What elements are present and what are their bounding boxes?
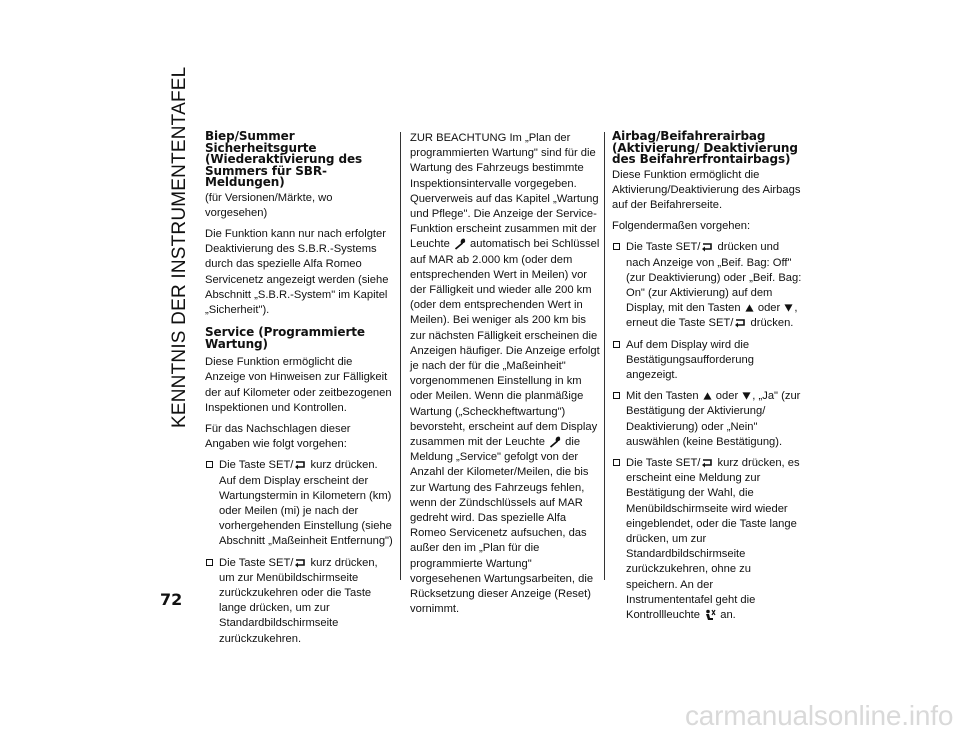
list-text: , erneut die Taste SET/ — [626, 302, 798, 330]
checkbox-bullet-icon — [206, 559, 213, 566]
down-triangle-icon — [784, 303, 793, 313]
list-text: Die Taste SET/ — [626, 241, 701, 254]
passenger-airbag-off-icon — [704, 609, 716, 621]
return-arrow-icon — [294, 460, 306, 470]
list-item — [612, 338, 802, 384]
column-2 — [410, 131, 600, 624]
checkbox-bullet-icon — [613, 341, 620, 348]
list-item — [205, 458, 395, 549]
text: ZUR BEACHTUNG Im „Plan der programmierten Wartung" sind für die Wartung des Fahrzeugs bestimmte Inspektionsintervalle vorgegeben. Querverweis auf das Kapitel „Wartung und Pflege". Die Anzeige der Service-Funktion erscheint zusammen mit der Leuchte — [410, 132, 599, 251]
list-text: an. — [717, 608, 736, 621]
list-text: kurz drücken, um zur Menübildschirmseite zurückzukehren oder die Taste lange drücken, um zur Standardbildschirmseite zurückzukehren. — [219, 556, 378, 645]
heading-seatbelt-buzzer: Biep/Summer Sicherheitsgurte (Wiederaktivierung des Summers für SBR-Meldungen) — [205, 129, 363, 189]
paragraph: Für das Nachschlagen dieser Angaben wie folgt vorgehen: — [205, 422, 351, 451]
return-arrow-icon — [294, 558, 306, 568]
return-arrow-icon — [734, 318, 746, 328]
list-text: Auf dem Display wird die Bestätigungsaufforderung angezeigt. — [626, 338, 754, 381]
heading-service: Service (Programmierte Wartung) — [205, 325, 365, 351]
paragraph — [410, 131, 600, 618]
list-text: Mit den Tasten — [626, 390, 702, 403]
list-item — [612, 389, 802, 450]
page-number: 72 — [160, 590, 183, 609]
list-text: oder — [754, 302, 784, 315]
list-text: Die Taste SET/ — [219, 459, 294, 472]
checkbox-bullet-icon — [613, 459, 620, 466]
text: automatisch bei Schlüssel auf MAR ab 2.000 km (oder dem entsprechenden Wert in Meilen) vor der Fälligkeit und wieder alle 200 km (oder dem entsprechenden Wert in Meilen). Bei weniger als 200 km bis zur nächsten Fälligkeit erscheinen die Anzeigen häufiger. Die Anzeige erfolgt je nach der für die „Maßeinheit" vorgenommenen Einstellung in km oder Meilen. Wenn die planmäßige Wartung („Scheckheftwartung") bevorsteht, erscheint auf dem Display zusammen mit der Leuchte — [410, 238, 600, 449]
list-item — [612, 456, 802, 623]
column-3 — [612, 131, 802, 629]
wrench-icon — [454, 238, 466, 250]
checkbox-bullet-icon — [206, 461, 213, 468]
paragraph: (für Versionen/Märkte, wo vorgesehen) — [205, 191, 333, 219]
checkbox-bullet-icon — [613, 392, 620, 399]
list-item — [205, 556, 395, 647]
list-text: drücken. — [747, 317, 794, 330]
up-triangle-icon — [745, 303, 754, 313]
up-triangle-icon — [703, 391, 712, 401]
list-text: kurz drücken. Auf dem Display erscheint der Wartungstermin in Kilometern (km) oder Meilen (mi) je nach der vorhergehenden Einstellung (siehe Abschnitt „Maßeinheit Entfernung") — [219, 459, 393, 548]
list-text: , „Ja" (zur Bestätigung der Aktivierung/ Deaktivierung) oder „Nein" auswählen (keine Bestätigung). — [626, 390, 801, 448]
text: die Meldung „Service" gefolgt von der Anzahl der Kilometer/Meilen, die bis zur Wartung des Fahrzeugs fehlen, wenn der Zündschlüssels auf MAR gedreht wird. Das spezielle Alfa Romeo Servicenetz aufsuchen, das außer den im „Plan für die programmierte Wartung" vorgesehenen Wartungsarbeiten, die Rücksetzung dieser Anzeige (Reset) vornimmt. — [410, 436, 594, 616]
return-arrow-icon — [701, 458, 713, 468]
paragraph: Die Funktion kann nur nach erfolgter Deaktivierung des S.B.R.-Systems durch das spezielle Alfa Romeo Servicenetz angezeigt werden (siehe Abschnitt „S.B.R.-System" im Kapitel „Sicherheit"). — [205, 227, 389, 316]
list-text: drücken und nach Anzeige von „Beif. Bag: Off" (zur Deaktivierung) oder „Beif. Bag: On" (zur Aktivierung) auf dem Display, mit den Tasten — [626, 241, 802, 315]
column-divider — [604, 132, 605, 580]
paragraph: Folgendermaßen vorgehen: — [612, 220, 751, 233]
list-text: Die Taste SET/ — [626, 456, 701, 469]
paragraph: Diese Funktion ermöglicht die Anzeige von Hinweisen zur Fälligkeit der auf Kilometer oder zeitbezogenen Inspektionen und Kontrollen. — [205, 356, 392, 414]
bullet-list — [205, 458, 395, 646]
return-arrow-icon — [701, 242, 713, 252]
bullet-list — [612, 240, 802, 623]
down-triangle-icon — [742, 391, 751, 401]
column-divider — [400, 132, 401, 580]
checkbox-bullet-icon — [613, 243, 620, 250]
list-item — [612, 240, 802, 331]
column-1 — [205, 131, 395, 653]
list-text: oder — [712, 390, 742, 403]
list-text: kurz drücken, es erscheint eine Meldung zur Bestätigung der Wahl, die Menübildschirmseite wird wieder eingeblendet, oder die Taste lange drücken, um zur Standardbildschirmseite zurückzukehren, ohne zu speichern. An der Instrumententafel geht die Kontrollleuchte — [626, 456, 800, 621]
watermark: carmanualsonline.info — [685, 700, 954, 731]
wrench-icon — [549, 436, 561, 448]
heading-airbag: Airbag/Beifahrerairbag (Aktivierung/ Deaktivierung des Beifahrerfrontairbags) — [612, 129, 798, 166]
paragraph: Diese Funktion ermöglicht die Aktivierung/Deaktivierung des Airbags auf der Beifahrerseite. — [612, 168, 801, 211]
sidebar-chapter-title: KENNTNIS DER INSTRUMENTENTAFEL — [169, 66, 190, 428]
list-text: Die Taste SET/ — [219, 556, 294, 569]
